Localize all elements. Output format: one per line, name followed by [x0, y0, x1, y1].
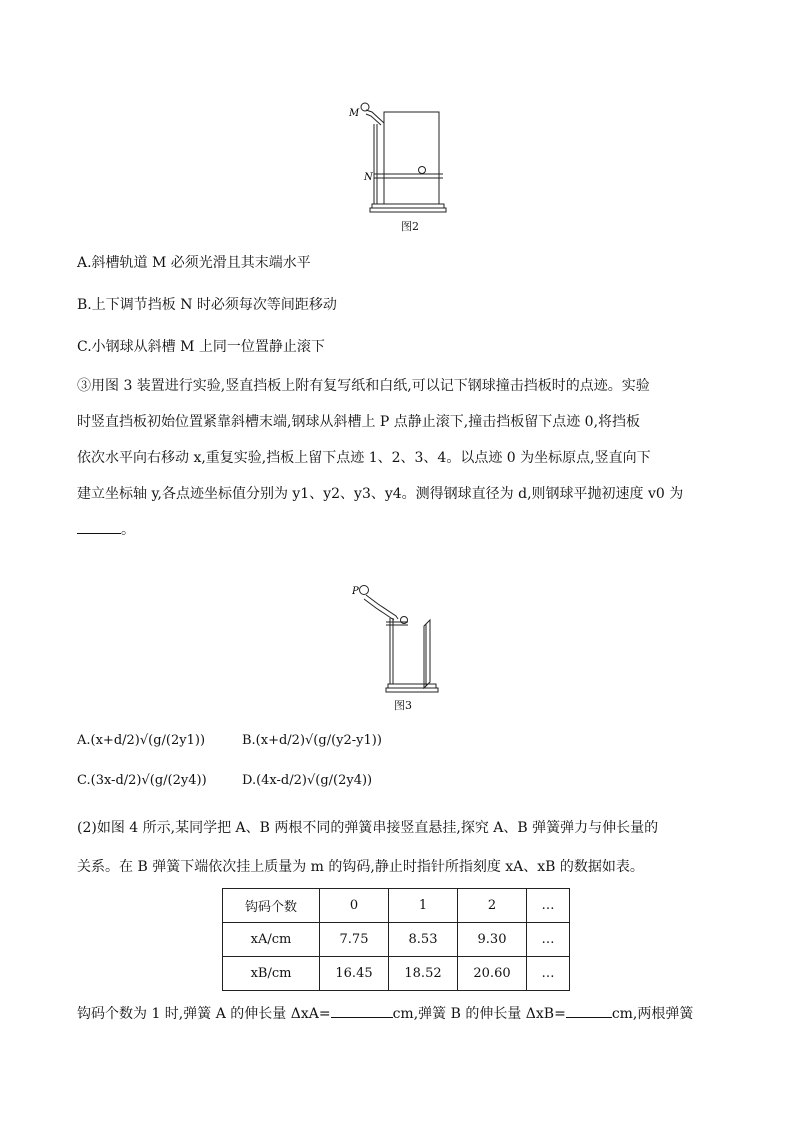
- question-3-line-4: 建立坐标轴 y,各点迹坐标值分别为 y1、y2、y3、y4。测得钢球直径为 d,则钢球平抛初速度 v0 为: [77, 486, 684, 502]
- option-b-2: B.(x+d/2)√(g/(y2-y1)): [242, 733, 382, 748]
- question-2-last-line: [77, 1003, 737, 1024]
- table-header-cell: 0: [320, 889, 389, 923]
- table-cell: xB/cm: [223, 957, 320, 991]
- table-cell: xA/cm: [223, 923, 320, 957]
- figure-2-caption: 图2: [401, 220, 419, 233]
- question-3-line-5: [77, 512, 739, 548]
- option-a-1: A.斜槽轨道 M 必须光滑且其末端水平: [77, 255, 311, 271]
- table-header-row: [223, 889, 570, 923]
- question-3-paragraph: [77, 368, 739, 548]
- table-cell: …: [527, 957, 570, 991]
- figure-2-label-n: N: [364, 172, 373, 183]
- last-line-part-2: cm,弹簧 B 的伸长量 ΔxB=: [392, 1006, 566, 1022]
- option-c-2: C.(3x-d/2)√(g/(2y4)): [77, 773, 207, 788]
- table-cell: 8.53: [389, 923, 458, 957]
- table-cell: 7.75: [320, 923, 389, 957]
- question-3-line-1: ③用图 3 装置进行实验,竖直挡板上附有复写纸和白纸,可以记下钢球撞击挡板时的点迹。实验: [77, 378, 650, 394]
- option-a-2: A.(x+d/2)√(g/(2y1)): [77, 733, 206, 748]
- table-header-cell: 钩码个数: [223, 889, 320, 923]
- table-header-cell: 2: [458, 889, 527, 923]
- last-line-part-1: 钩码个数为 1 时,弹簧 A 的伸长量 ΔxA=: [77, 1006, 331, 1022]
- table-cell: 18.52: [389, 957, 458, 991]
- table-cell: 20.60: [458, 957, 527, 991]
- table-row: [223, 923, 570, 957]
- question-2-line-1: (2)如图 4 所示,某同学把 A、B 两根不同的弹簧串接竖直悬挂,探究 A、B 弹簧弹力与伸长量的: [77, 820, 659, 836]
- figure-3-label-p: P: [352, 586, 359, 597]
- answer-blank-delta-xb[interactable]: [566, 1003, 612, 1018]
- question-3-line-3: 依次水平向右移动 x,重复实验,挡板上留下点迹 1、2、3、4。以点迹 0 为坐标原点,竖直向下: [77, 450, 651, 466]
- table-row: [223, 957, 570, 991]
- figure-3: [352, 582, 442, 694]
- question-3-line-2: 时竖直挡板初始位置紧靠斜槽末端,钢球从斜槽上 P 点静止滚下,撞击挡板留下点迹 0,将挡板: [77, 414, 641, 430]
- question-3-line-5-end: 。: [121, 522, 135, 538]
- figure-3-caption: 图3: [394, 699, 412, 712]
- table-header-cell: …: [527, 889, 570, 923]
- last-line-part-3: cm,两根弹簧: [611, 1006, 694, 1022]
- question-2-line-2: 关系。在 B 弹簧下端依次挂上质量为 m 的钩码,静止时指针所指刻度 xA、xB 的数据如表。: [77, 859, 644, 875]
- figure-2: [340, 96, 450, 221]
- option-b-1: B.上下调节挡板 N 时必须每次等间距移动: [77, 297, 337, 313]
- answer-blank-v0[interactable]: [77, 519, 121, 534]
- spring-data-table: [222, 888, 570, 991]
- figure-2-drawing: [340, 96, 450, 221]
- answer-blank-delta-xa[interactable]: [331, 1003, 393, 1018]
- option-d-2: D.(4x-d/2)√(g/(2y4)): [242, 773, 373, 788]
- table-cell: …: [527, 923, 570, 957]
- table-cell: 9.30: [458, 923, 527, 957]
- table-cell: 16.45: [320, 957, 389, 991]
- table-header-cell: 1: [389, 889, 458, 923]
- figure-3-drawing: [352, 582, 442, 694]
- option-c-1: C.小钢球从斜槽 M 上同一位置静止滚下: [77, 339, 325, 355]
- figure-2-label-m: M: [349, 108, 360, 119]
